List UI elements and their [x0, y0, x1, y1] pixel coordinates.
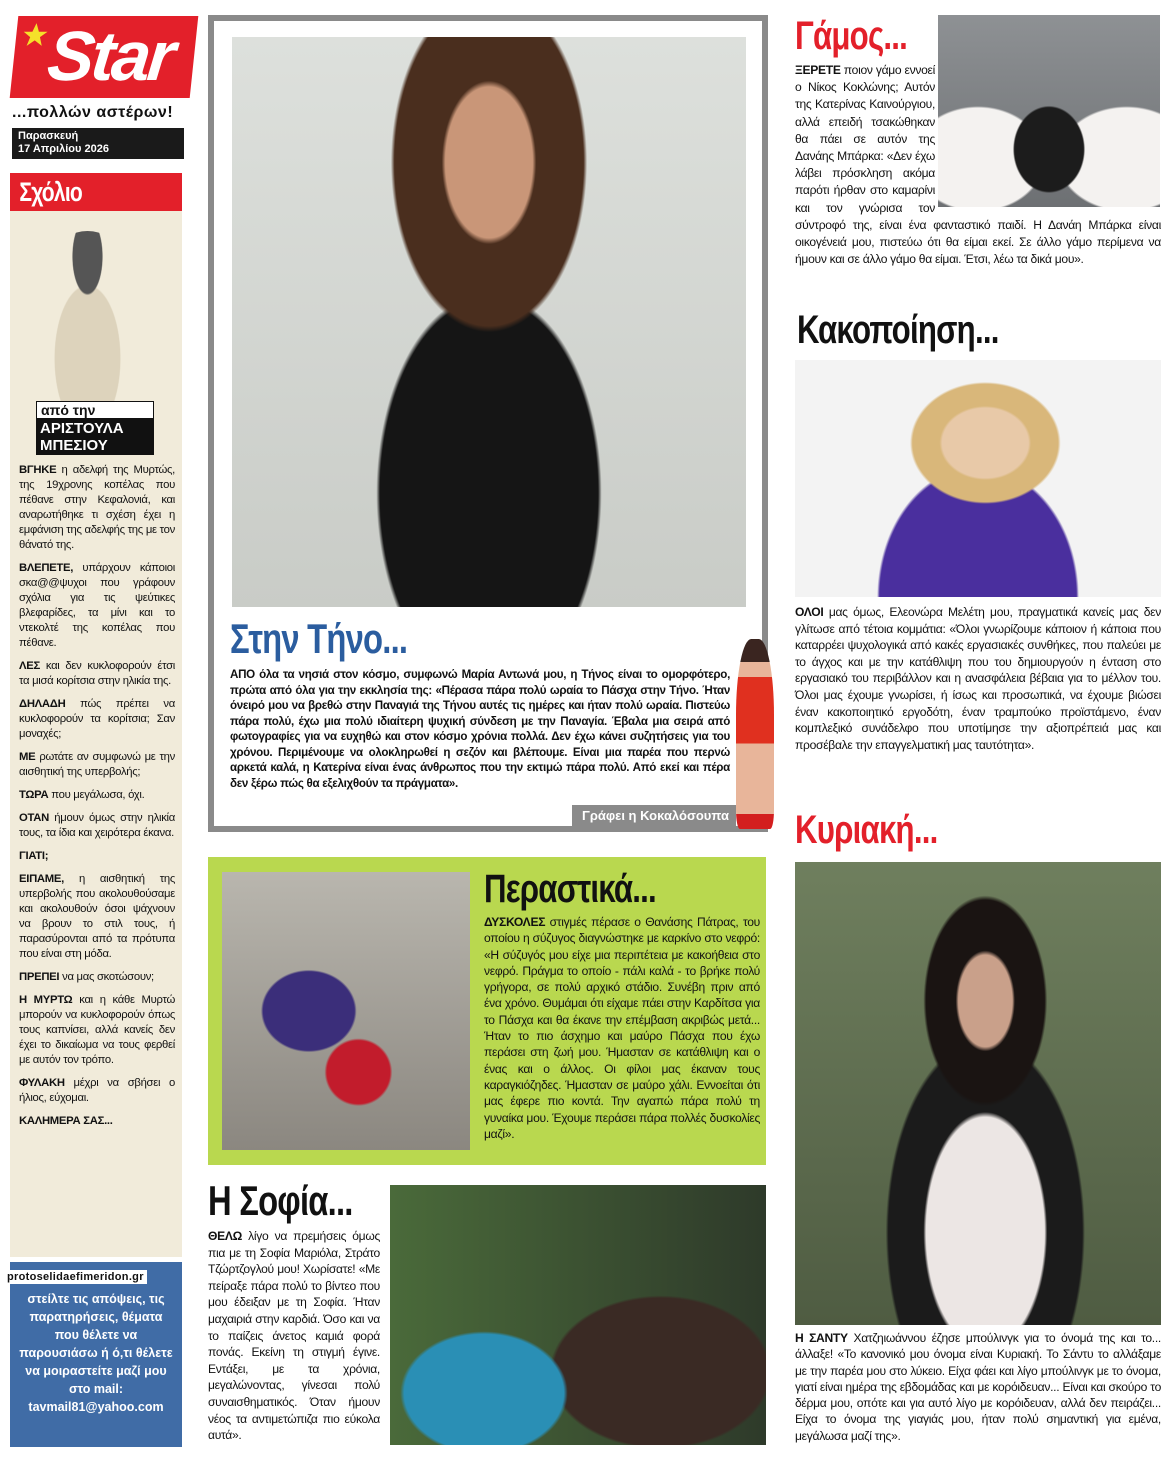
- paragraph-lead: ΤΩΡΑ: [19, 789, 49, 801]
- paragraph-lead: ΓΙΑΤΙ;: [19, 850, 49, 862]
- date: 17 Απριλίου 2026: [18, 143, 109, 155]
- gamos-photo-spacer: [935, 62, 1161, 208]
- paragraph-text: που μεγάλωσα, όχι.: [48, 789, 145, 801]
- kakopoiisi-text: [795, 604, 1161, 753]
- column-paragraph: [19, 697, 175, 742]
- paragraph-lead: Η ΜΥΡΤΩ: [19, 994, 73, 1006]
- perastika-text: [484, 914, 760, 1142]
- author-first: ΑΡΙΣΤΟΥΛΑ: [40, 420, 124, 437]
- column-paragraph: [19, 659, 175, 689]
- paragraph-lead: ΒΓΗΚΕ: [19, 464, 57, 476]
- paragraph-lead: ΒΛΕΠΕΤΕ,: [19, 562, 74, 574]
- paragraph-text: υπάρχουν κάποιοι σκα@@ψυχοι που γράφουν σχόλια για τις ψεύτικες βλεφαρίδες, τα μίνι και το ντεκολτέ της κοπέλας που πέθανε.: [19, 562, 175, 649]
- sofia-headline: Η Σοφία...: [208, 1177, 353, 1224]
- paragraph-text: η αισθητική της υπερβολής που ακολουθούσαμε και ακολουθούν όσοι ψάχνουν να βρουν το στιλ τους, ή παρασύρονται από τα πρότυπα που είναι στη μόδα.: [19, 873, 175, 960]
- column-paragraph: [19, 561, 175, 651]
- column-paragraph: [19, 788, 175, 803]
- perastika-photo: [222, 872, 470, 1150]
- paragraph-text: πώς πρέπει να κυκλοφορούν τα κορίτσια; Σαν μοναχές;: [19, 698, 175, 740]
- column-paragraph: [19, 1114, 175, 1129]
- column-paragraph: [19, 750, 175, 780]
- paragraph-lead: ΟΤΑΝ: [19, 812, 49, 824]
- paragraph-text: να μας σκοτώσουν;: [59, 971, 154, 983]
- feature-headline: Στην Τήνο...: [230, 615, 408, 662]
- paragraph-lead: ΕΙΠΑΜΕ,: [19, 873, 64, 885]
- sofia-body: λίγο να πρεμήσεις όμως πια με τη Σοφία Μαριόλα, Στράτο Τζώρτζογλού μου! Χωρίσατε! «Με πείραξε πάρα πολύ το βίντεο που μου έδειξαν με τη Σοφία. Ήταν μαχαιριά στην καρδιά. Όσο και να το παίζεις άνετος καμιά φορά πονάς. Εκείνη τη στιγμή έγινε. Εντάξει, με τα χρόνια, μεγαλώνοντας, γίνεσαι πολύ συναισθηματικός. Όταν ήμουν νέος τα αντιμετώπιζα πιο εύκολα αυτά».: [208, 1229, 380, 1443]
- sofia-text: [208, 1228, 380, 1444]
- paragraph-lead: ΦΥΛΑΚΗ: [19, 1077, 65, 1089]
- author-name: [36, 419, 154, 455]
- watermark: protoselidaefimeridon.gr: [4, 1270, 147, 1284]
- perastika-body: στιγμές πέρασε ο Θανάσης Πάτρας, του οποίου η σύζυγος διαγνώστηκε με καρκίνο στο νεφρό: «Η σύζυγός μου είχε μια περιπέτεια με κακοήθεια στο νεφρό. Πράγμα το οποίο - πάλι καλά - το βρήκε πολύ γρήγορα, σε πολύ αρχικό στάδιο. Συνέβη πριν από ένα χρόνο. Θυμάμαι ότι είχαμε πάει στην Καρδίτσα για το Πάσχα και θα έκανε την επέμβαση ακριβώς μετά... Ήταν το πιο άσχημο και μαύρο Πάσχα που έχω περάσει στη ζωή μου. Ήμασταν σε κατάθλιψη και ο ένας και ο άλλος. Οι φίλοι μας έκαναν τους καραγκιόζηδες. Ήμασταν σε μαύρο χάλι. Εννοείται ότι μας έφερε πιο κοντά. Την αγαπώ πάρα πολύ τη γυναίκα μου. Έχουμε περάσει πάρα πολλές δυσκολίες μαζί».: [484, 915, 760, 1141]
- sofia-lead: ΘΕΛΩ: [208, 1229, 243, 1243]
- paragraph-lead: ΠΡΕΠΕΙ: [19, 971, 60, 983]
- kyriaki-photo: [795, 862, 1161, 1325]
- gamos-lead: ΞΕΡΕΤΕ: [795, 63, 841, 77]
- author-by: από την: [36, 401, 154, 419]
- kakopoiisi-lead: ΟΛΟΙ: [795, 605, 824, 619]
- column-title-bar: [10, 173, 182, 211]
- paragraph-text: μέχρι να σβήσει ο ήλιος, εύχομαι.: [19, 1077, 175, 1104]
- column-paragraph: [19, 970, 175, 985]
- author-last: ΜΠΕΣΙΟΥ: [40, 437, 108, 454]
- column-paragraph: [19, 993, 175, 1068]
- kyriaki-headline: Κυριακή...: [795, 808, 938, 852]
- star-icon: [21, 22, 50, 48]
- column-paragraph: [19, 463, 175, 553]
- feature-body: όλα τα νησιά στον κόσμο, συμφωνώ Μαρία Αντωνά μου, η Τήνος είναι το ομορφότερο, πρώτα από όλα για την εκκλησία της: «Πέρασα πάρα πολύ ωραία το Πάσχα στην Τήνο. Ήταν όνειρό μου να βρεθώ στην Παναγιά της Τήνου αυτές τις ημέρες και ήταν πολύ ωραία. Πιστεύω πάρα πολύ, έχω μια πολύ ιδιαίτερη ψυχική σύνδεση με την Παναγία. Έβαλα μια σειρά από φωτογραφίες για να ευχηθώ και στον κόσμο χρόνια πολλά. Δεν έχω κάνει συζητήσεις για του χρόνου. Περιμένουμε να ολοκληρωθεί η σεζόν και βλέπουμε. Είναι μια παρέα που περνώ αρκετά καλά, η Κατερίνα είναι ένας άνθρωπος που την εκτιμώ πάρα πολύ. Από εκεί και πέρα δεν ξέρω πώς θα εξελιχθούν τα πράγματα».: [230, 668, 730, 790]
- gamos-headline: Γάμος...: [795, 14, 908, 58]
- column-paragraph: [19, 1076, 175, 1106]
- byline-bar: Γράφει η Κοκαλόσουπα: [572, 805, 736, 826]
- paragraph-lead: ΜΕ: [19, 751, 36, 763]
- column-text: [19, 463, 175, 1137]
- contact-email[interactable]: tavmail81@yahoo.com: [28, 1400, 164, 1414]
- column-paragraph: [19, 849, 175, 864]
- paragraph-lead: ΚΑΛΗΜΕΡΑ ΣΑΣ...: [19, 1115, 113, 1127]
- perastika-headline: Περαστικά...: [484, 867, 656, 911]
- column-paragraph: [19, 872, 175, 962]
- kakopoiisi-body: μας όμως, Ελεονώρα Μελέτη μου, πραγματικά κανείς μας δεν γλίτωσε από τέτοια κομμάτια: «Όλοι γνωρίζουμε κάποιον ή κάποια που καταρρέει ψυχολογικά από κακές εργασιακές συνθήκες, που παλεύει με το άγχος και με την κατάθλιψη που του δημιουργούν η ένταση στο εργασιακό του περιβάλλον και η ανασφάλεια βέβαια για το μέλλον του. Όλοι μας έχουμε γνωρίσει, ή ίσως και προσωπικά, να έχουμε βιώσει έναν κακοποιητικό εργοδότη, έναν τραμπούκο προϊστάμενο, έναν κομπλεξικό συνάδελφο που υποτίμησε την αξιοπρέπειά μας και προσέβαλε την επαγγελματική μας ταυτότητα».: [795, 605, 1161, 752]
- date-bar: [12, 128, 184, 159]
- logo-text: Star: [44, 17, 177, 95]
- tagline: ...πολλών αστέρων!: [12, 104, 174, 121]
- feature-text: [230, 667, 730, 791]
- figure-red-dress: [736, 639, 774, 829]
- contact-box: [10, 1262, 182, 1447]
- kyriaki-lead: Η ΣΑΝΤΥ: [795, 1331, 848, 1345]
- sketch-portrait: [30, 231, 145, 401]
- contact-text: στείλτε τις απόψεις, τις παρατηρήσεις, θέματα που θέλετε να παρουσιάσω ή ό,τι θέλετε να μοιραστείτε μαζί μου στο mail:: [19, 1292, 173, 1396]
- kakopoiisi-headline: Κακοποίηση...: [797, 308, 999, 352]
- kakopoiisi-photo: [795, 360, 1161, 597]
- perastika-box: [208, 857, 766, 1165]
- paragraph-text: ρωτάτε αν συμφωνώ με την αισθητική της υπερβολής;: [19, 751, 175, 778]
- gamos-text-cont: ακόμα παρότι ήρθαν στο καμαρίνι και τον γνώρισα τον σύντροφό της, είναι ένα φανταστικό παιδί. Η Δανάη Μπάρκα είναι οικογένειά μου, πιστεύω ότι θα είμαι εκεί. Σε άλλο γάμο περίμενα να ήμουν και σε άλλο γάμο θα είμαι. Έτσι, λέω τα δικά μου».: [795, 166, 1161, 267]
- gamos-body: ποιον γάμο εννοεί ο Νίκος Κοκλώνης; Αυτόν της Κατερίνας Καινούργιου, αλλά επειδή τσακώθηκαν θα πάει σε αυτόν της Δανάης Μπάρκα: «Δεν έχω λάβει πρόσκληση: [795, 63, 935, 181]
- paragraph-lead: ΔΗΛΑΔΗ: [19, 698, 66, 710]
- column-title: Σχόλιο: [19, 177, 82, 207]
- paragraph-text: η αδελφή της Μυρτώς, της 19χρονης κοπέλας που πέθανε στην Κεφαλονιά, και αναρωτήθηκε τι σχέση έχει η εμφάνιση της αδελφής της με τον θάνατό της.: [19, 464, 175, 551]
- author-box: [36, 401, 154, 453]
- sofia-photo: [390, 1185, 766, 1445]
- paragraph-text: και η κάθε Μυρτώ μπορούν να κυκλοφορούν όπως τους καπνίσει, αλλά κανείς δεν έχει το δικαίωμα να τους φερθεί με αυτόν τον τρόπο.: [19, 994, 175, 1066]
- feature-lead: ΑΠΟ: [230, 668, 255, 681]
- column-body: [10, 211, 182, 1257]
- day: Παρασκευή: [18, 130, 79, 142]
- paragraph-text: και δεν κυκλοφορούν έτσι τα μισά κορίτσια στην ηλικία της.: [19, 660, 175, 687]
- column-paragraph: [19, 811, 175, 841]
- logo[interactable]: [10, 16, 199, 98]
- kyriaki-body: Χατζηιωάννου έζησε μπούλινγκ για το όνομά της και το... άλλαξε! «Το κανονικό μου όνομα είναι Κυριακή. Το Σάντυ το αλλάξαμε με την παρέα μου στο λύκειο. Είχα φάει και λίγο μπούλινγκ με το όνομα, γιατί είναι ημέρα της εβδομάδας και με κορόιδευαν... Είναι και σκούρο το δέρμα μου, οπότε και για αυτό λίγο με κορόιδευαν, αλλά δεν πειράζει... Είχα το όνομα της γιαγιάς μου, ήταν πολύ σημαντική για εμένα, μεγάλωσα μαζί της».: [795, 1331, 1161, 1443]
- perastika-lead: ΔΥΣΚΟΛΕΣ: [484, 915, 546, 929]
- paragraph-text: ήμουν όμως στην ηλικία τους, τα ίδια και χειρότερα έκανα.: [19, 812, 175, 839]
- gamos-text: [795, 62, 1161, 268]
- feature-box: [208, 15, 768, 832]
- paragraph-lead: ΛΕΣ: [19, 660, 40, 672]
- kyriaki-text: [795, 1330, 1161, 1444]
- feature-photo: [232, 37, 746, 607]
